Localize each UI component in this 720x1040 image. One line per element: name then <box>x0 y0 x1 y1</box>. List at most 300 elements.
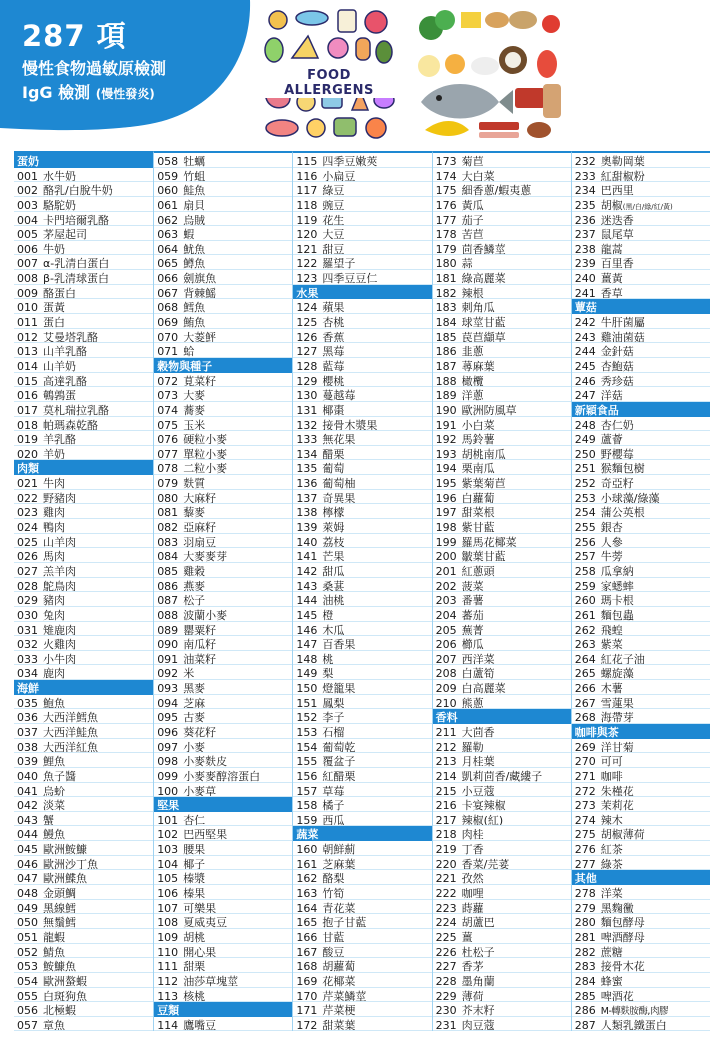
allergen-item <box>293 226 431 241</box>
allergen-item <box>572 1002 710 1017</box>
allergen-item <box>293 548 431 563</box>
allergen-item <box>572 797 710 812</box>
allergen-name: 山羊乳酪 <box>43 345 87 358</box>
allergen-number: 243 <box>574 330 596 344</box>
allergen-name: 皺葉甘藍 <box>461 550 506 563</box>
allergen-name: 莧菜籽 <box>183 374 217 388</box>
allergen-item <box>154 402 292 417</box>
allergen-number: 233 <box>574 169 596 183</box>
allergen-item <box>433 812 571 827</box>
allergen-number: 265 <box>574 667 596 681</box>
allergen-number: 036 <box>17 711 38 724</box>
allergen-name: 甜菜葉 <box>322 1018 356 1032</box>
allergen-item <box>433 460 571 475</box>
allergen-number: 121 <box>296 242 318 256</box>
allergen-name: 鷹嘴豆 <box>183 1018 217 1032</box>
allergen-number: 048 <box>17 887 38 900</box>
allergen-name: 花椰菜 <box>322 974 356 988</box>
allergen-item <box>154 329 292 344</box>
allergen-item <box>14 299 153 314</box>
allergen-number: 074 <box>157 403 179 417</box>
allergen-number: 250 <box>574 447 596 461</box>
allergen-item <box>293 900 431 915</box>
allergen-name: 鯉魚 <box>43 755 65 768</box>
allergen-item <box>154 885 292 900</box>
allergen-number: 131 <box>296 403 318 417</box>
allergen-number: 147 <box>296 638 318 651</box>
allergen-name: 芹菜鱗莖 <box>322 989 367 1003</box>
allergen-number: 094 <box>157 696 179 710</box>
allergen-number: 155 <box>296 755 318 768</box>
allergen-name: 蘋果 <box>322 301 345 315</box>
allergen-name: 芥末籽 <box>461 1004 495 1017</box>
allergen-number: 103 <box>157 843 179 856</box>
allergen-number: 143 <box>296 579 318 593</box>
allergen-item <box>154 944 292 959</box>
category-header: 其他 <box>572 870 710 885</box>
allergen-item <box>14 826 153 841</box>
allergen-name: 甜菜根 <box>461 506 495 520</box>
allergen-number: 209 <box>435 682 457 695</box>
allergen-name: 朱槿花 <box>600 784 634 798</box>
allergen-item <box>572 417 710 432</box>
allergen-number: 072 <box>157 374 179 388</box>
allergen-item <box>154 724 292 739</box>
allergen-item <box>433 797 571 812</box>
allergen-number: 027 <box>17 564 38 578</box>
allergen-item <box>14 753 153 768</box>
allergen-item <box>293 182 431 197</box>
allergen-item <box>293 885 431 900</box>
allergen-number: 213 <box>435 755 457 768</box>
category-header: 蕈菇 <box>572 299 710 314</box>
allergen-number: 123 <box>296 272 318 285</box>
allergen-name: 小牛肉 <box>43 652 76 666</box>
allergen-number: 186 <box>435 345 457 358</box>
allergen-name: 牛肝菌屬 <box>600 316 645 329</box>
allergen-item <box>572 841 710 856</box>
allergen-name: 黑麥 <box>183 682 206 695</box>
allergen-item <box>14 168 153 183</box>
allergen-number: 189 <box>435 389 457 402</box>
allergen-item <box>14 534 153 549</box>
category-header: 肉類 <box>14 460 153 475</box>
allergen-number: 207 <box>435 652 457 666</box>
allergen-number: 002 <box>17 184 38 197</box>
allergen-item <box>433 329 571 344</box>
allergen-name: 薑黃 <box>600 272 623 285</box>
category-header: 海鮮 <box>14 680 153 695</box>
allergen-name: 夏威夷豆 <box>183 916 228 929</box>
allergen-number: 277 <box>574 857 596 871</box>
allergen-name: 人參 <box>600 535 623 549</box>
allergen-name: 甜豆 <box>322 242 345 256</box>
allergen-item <box>14 768 153 783</box>
allergen-item <box>572 929 710 944</box>
allergen-item <box>572 446 710 461</box>
allergen-name: 胡椒 <box>600 198 623 212</box>
allergen-item <box>293 197 431 212</box>
allergen-number: 127 <box>296 345 318 358</box>
allergen-name: 駱駝奶 <box>43 198 76 212</box>
allergen-item <box>154 343 292 358</box>
allergen-name: 迷迭香 <box>600 213 634 227</box>
allergen-item <box>154 870 292 885</box>
allergen-name: 孜然 <box>461 872 484 886</box>
allergen-name: 鼠尾草 <box>600 228 634 241</box>
allergen-number: 060 <box>157 184 179 197</box>
allergen-name: 杏仁奶 <box>600 418 634 432</box>
allergen-item <box>14 856 153 871</box>
allergen-name: 李子 <box>322 711 345 724</box>
category-header: 穀物與種子 <box>154 358 292 373</box>
allergen-number: 210 <box>435 696 457 710</box>
allergen-number: 199 <box>435 535 457 549</box>
allergen-name: 番薯 <box>461 594 484 607</box>
allergen-number: 276 <box>574 843 596 856</box>
allergen-name: 帕瑪森乾酪 <box>43 418 98 432</box>
allergen-name: 芝麻 <box>183 696 206 710</box>
allergen-number: 135 <box>296 462 318 476</box>
allergen-number: 157 <box>296 784 318 798</box>
allergen-item <box>154 826 292 841</box>
allergen-item <box>154 563 292 578</box>
allergen-number: 086 <box>157 579 179 593</box>
allergen-item <box>572 944 710 959</box>
allergen-number: 193 <box>435 447 457 461</box>
allergen-item <box>572 695 710 710</box>
allergen-item <box>433 563 571 578</box>
allergen-number: 181 <box>435 272 457 285</box>
allergen-name: 鳳梨 <box>322 696 345 710</box>
allergen-item <box>572 783 710 798</box>
allergen-name: 金頭鯛 <box>43 887 76 900</box>
allergen-item <box>154 387 292 402</box>
allergen-number: 192 <box>435 433 457 446</box>
allergen-number: 028 <box>17 579 38 593</box>
allergen-item <box>572 739 710 754</box>
allergen-number: 100 <box>157 784 179 798</box>
allergen-name: 歐洲沙丁魚 <box>43 857 98 871</box>
allergen-name: 茉莉花 <box>600 799 634 812</box>
allergen-item <box>154 519 292 534</box>
allergen-name: 山羊肉 <box>43 535 76 549</box>
allergen-name: 羊乳酪 <box>43 433 76 446</box>
allergen-number: 240 <box>574 272 596 285</box>
allergen-name: 鮟鱇魚 <box>43 960 76 973</box>
allergen-name: 球莖甘藍 <box>461 316 506 329</box>
allergen-item <box>14 343 153 358</box>
allergen-item <box>154 504 292 519</box>
allergen-number: 017 <box>17 403 38 417</box>
allergen-number: 144 <box>296 594 318 607</box>
allergen-item <box>572 475 710 490</box>
allergen-item <box>572 1017 710 1032</box>
allergen-number: 150 <box>296 682 318 695</box>
allergen-number: 038 <box>17 740 38 754</box>
allergen-name: 蒔蘿 <box>461 901 484 915</box>
allergen-item <box>154 197 292 212</box>
allergen-item <box>433 929 571 944</box>
allergen-name: 墨角蘭 <box>461 974 495 988</box>
allergen-item <box>572 314 710 329</box>
allergen-name: 蒲公英根 <box>600 506 645 520</box>
allergen-item <box>154 958 292 973</box>
allergen-number: 248 <box>574 418 596 432</box>
allergen-item <box>14 490 153 505</box>
allergen-name: 羅馬花椰菜 <box>461 535 517 549</box>
allergen-name: 青花菜 <box>322 901 356 915</box>
category-header: 蛋奶 <box>14 153 153 168</box>
allergen-number: 007 <box>17 257 38 271</box>
allergen-item <box>14 226 153 241</box>
allergen-name: 銀杏 <box>600 521 623 534</box>
allergen-name: 啤酒花 <box>600 989 634 1003</box>
allergen-item <box>154 168 292 183</box>
allergen-name: 雞油菌菇 <box>600 330 645 344</box>
allergen-item <box>14 929 153 944</box>
allergen-item <box>572 373 710 388</box>
allergen-item <box>433 299 571 314</box>
allergen-name: 巴西堅果 <box>183 828 228 842</box>
allergen-item <box>572 519 710 534</box>
allergen-name: 蝦 <box>183 228 195 241</box>
allergen-item <box>572 153 710 168</box>
allergen-number: 235 <box>574 198 596 212</box>
allergen-name: 油莎草塊莖 <box>183 974 239 988</box>
allergen-number: 239 <box>574 257 596 271</box>
allergen-name: 海帶芽 <box>600 711 634 724</box>
allergen-item <box>154 431 292 446</box>
allergen-name: 小球藻/綠藻 <box>600 491 660 505</box>
allergen-name: 大西洋鱈魚 <box>43 711 98 724</box>
allergen-number: 012 <box>17 330 38 344</box>
allergen-number: 108 <box>157 916 179 929</box>
allergen-name: 鮑魚 <box>43 696 65 710</box>
allergen-name: 卡門培爾乳酪 <box>43 213 109 227</box>
allergen-number: 172 <box>296 1018 318 1032</box>
allergen-name: 香草 <box>600 286 623 300</box>
allergen-number: 055 <box>17 989 38 1003</box>
allergen-number: 162 <box>296 872 318 886</box>
allergen-number: 227 <box>435 960 457 973</box>
allergen-name: 洋甘菊 <box>600 740 634 754</box>
allergen-number: 026 <box>17 550 38 563</box>
allergen-item <box>433 578 571 593</box>
allergen-item <box>154 241 292 256</box>
allergen-item <box>293 373 431 388</box>
allergen-number: 095 <box>157 711 179 724</box>
allergen-number: 212 <box>435 740 457 754</box>
allergen-number: 152 <box>296 711 318 724</box>
allergen-item <box>433 592 571 607</box>
allergen-number: 178 <box>435 228 457 241</box>
allergen-item <box>293 519 431 534</box>
allergen-item <box>433 387 571 402</box>
allergen-number: 105 <box>157 872 179 886</box>
allergen-number: 242 <box>574 316 596 329</box>
allergen-item <box>154 446 292 461</box>
allergen-number: 159 <box>296 813 318 827</box>
allergen-number: 205 <box>435 623 457 637</box>
allergen-name: 硬粒小麥 <box>183 433 228 446</box>
allergen-number: 271 <box>574 769 596 783</box>
allergen-name: 罌粟籽 <box>183 623 217 637</box>
allergen-number: 018 <box>17 418 38 432</box>
allergen-item <box>572 329 710 344</box>
allergen-name: 覆盆子 <box>322 755 356 768</box>
allergen-name: 甘藍 <box>322 930 345 944</box>
allergen-name: 酪蛋白 <box>43 286 76 300</box>
allergen-name: 白斑狗魚 <box>43 989 87 1003</box>
title-line-1: 慢性食物過敏原檢測 <box>22 59 167 78</box>
allergen-column <box>14 151 153 1031</box>
allergen-item <box>293 417 431 432</box>
allergen-item <box>14 358 153 373</box>
allergen-name: 火雞肉 <box>43 638 76 651</box>
allergen-number: 255 <box>574 521 596 534</box>
allergen-item <box>293 973 431 988</box>
allergen-item <box>14 607 153 622</box>
allergen-number: 116 <box>296 169 318 183</box>
allergen-number: 173 <box>435 155 457 168</box>
allergen-item <box>293 988 431 1003</box>
allergen-item <box>154 417 292 432</box>
allergen-number: 195 <box>435 477 457 490</box>
allergen-item <box>572 241 710 256</box>
allergen-item <box>433 373 571 388</box>
allergen-item <box>572 197 710 212</box>
allergen-item <box>433 446 571 461</box>
allergen-item <box>433 636 571 651</box>
allergen-item <box>433 885 571 900</box>
allergen-name: 木瓜 <box>322 623 345 637</box>
allergen-name: 劍旗魚 <box>183 272 217 285</box>
allergen-number: 198 <box>435 521 457 534</box>
allergen-name: 藜麥 <box>183 506 206 520</box>
allergen-number: 093 <box>157 682 179 695</box>
allergen-number: 034 <box>17 667 38 681</box>
allergen-item <box>433 724 571 739</box>
allergen-item <box>293 490 431 505</box>
allergen-item <box>572 680 710 695</box>
allergen-name: 背棘鰩 <box>183 286 217 300</box>
allergen-item <box>433 665 571 680</box>
allergen-number: 260 <box>574 594 596 607</box>
allergen-item <box>293 563 431 578</box>
allergen-name: 紫菜 <box>600 638 623 651</box>
allergen-number: 056 <box>17 1004 38 1017</box>
allergen-item <box>154 988 292 1003</box>
allergen-item <box>14 812 153 827</box>
allergen-number: 039 <box>17 755 38 768</box>
allergen-name: 檸檬 <box>322 506 345 520</box>
allergen-name: 橄欖 <box>461 374 484 388</box>
allergen-item <box>293 724 431 739</box>
allergen-name: 南瓜籽 <box>183 638 217 651</box>
allergen-number: 067 <box>157 286 179 300</box>
allergen-name: 油菜籽 <box>183 652 217 666</box>
allergen-name: 葡萄 <box>322 462 345 476</box>
allergen-number: 063 <box>157 228 179 241</box>
allergen-number: 261 <box>574 608 596 622</box>
allergen-number: 234 <box>574 184 596 197</box>
allergen-name: 金針菇 <box>600 345 634 358</box>
allergen-item <box>14 314 153 329</box>
food-allergens-logo <box>260 6 398 142</box>
allergen-name: 茄子 <box>461 213 484 227</box>
allergen-name: 洋菇 <box>600 389 623 402</box>
allergen-number: 014 <box>17 359 38 373</box>
allergen-name: 鴕鳥肉 <box>43 579 76 593</box>
allergen-number: 267 <box>574 696 596 710</box>
allergen-item <box>572 534 710 549</box>
allergen-number: 112 <box>157 974 179 988</box>
allergen-number: 046 <box>17 857 38 871</box>
allergen-number: 156 <box>296 769 318 783</box>
allergen-name: 二粒小麥 <box>183 462 228 476</box>
allergen-item <box>154 841 292 856</box>
allergen-name: 黃瓜 <box>461 198 484 212</box>
allergen-name: 杏鮑菇 <box>600 359 634 373</box>
allergen-number: 154 <box>296 740 318 754</box>
allergen-name: 甜瓜 <box>322 564 345 578</box>
allergen-number: 149 <box>296 667 318 681</box>
allergen-item <box>293 343 431 358</box>
allergen-number: 226 <box>435 945 457 959</box>
allergen-number: 065 <box>157 257 179 271</box>
allergen-name: 蛋黃 <box>43 301 65 315</box>
allergen-item <box>14 695 153 710</box>
allergen-name: 椰子 <box>183 857 206 871</box>
allergen-name: 桑葚 <box>322 579 345 593</box>
allergen-number: 224 <box>435 916 457 929</box>
allergen-name: 西洋菜 <box>461 652 495 666</box>
allergen-item <box>154 212 292 227</box>
allergen-item <box>293 665 431 680</box>
allergen-item <box>154 182 292 197</box>
allergen-name: 草莓 <box>322 784 345 798</box>
allergen-item <box>293 504 431 519</box>
allergen-number: 214 <box>435 769 457 783</box>
allergen-item <box>14 212 153 227</box>
allergen-item <box>154 607 292 622</box>
allergen-name: 酸豆 <box>322 945 345 959</box>
allergen-number: 257 <box>574 550 596 563</box>
allergen-name: 無鬚鱈 <box>43 916 76 929</box>
allergen-name: 蒜 <box>461 257 473 271</box>
allergen-name: 梨 <box>322 667 334 681</box>
allergen-item <box>433 1002 571 1017</box>
allergen-number: 109 <box>157 930 179 944</box>
allergen-item <box>293 241 431 256</box>
allergen-number: 113 <box>157 989 179 1003</box>
allergen-item <box>572 548 710 563</box>
allergen-number: 249 <box>574 433 596 446</box>
allergen-name: 小麥 <box>183 740 206 754</box>
allergen-name: 雉鹿肉 <box>43 623 76 637</box>
allergen-name: 栗南瓜 <box>461 462 495 476</box>
allergen-item <box>433 314 571 329</box>
allergen-item <box>14 592 153 607</box>
allergen-number: 125 <box>296 316 318 329</box>
allergen-item <box>293 812 431 827</box>
allergen-item <box>572 460 710 475</box>
allergen-item <box>433 519 571 534</box>
allergen-number: 132 <box>296 418 318 432</box>
allergen-number: 052 <box>17 945 38 959</box>
allergen-item <box>572 651 710 666</box>
